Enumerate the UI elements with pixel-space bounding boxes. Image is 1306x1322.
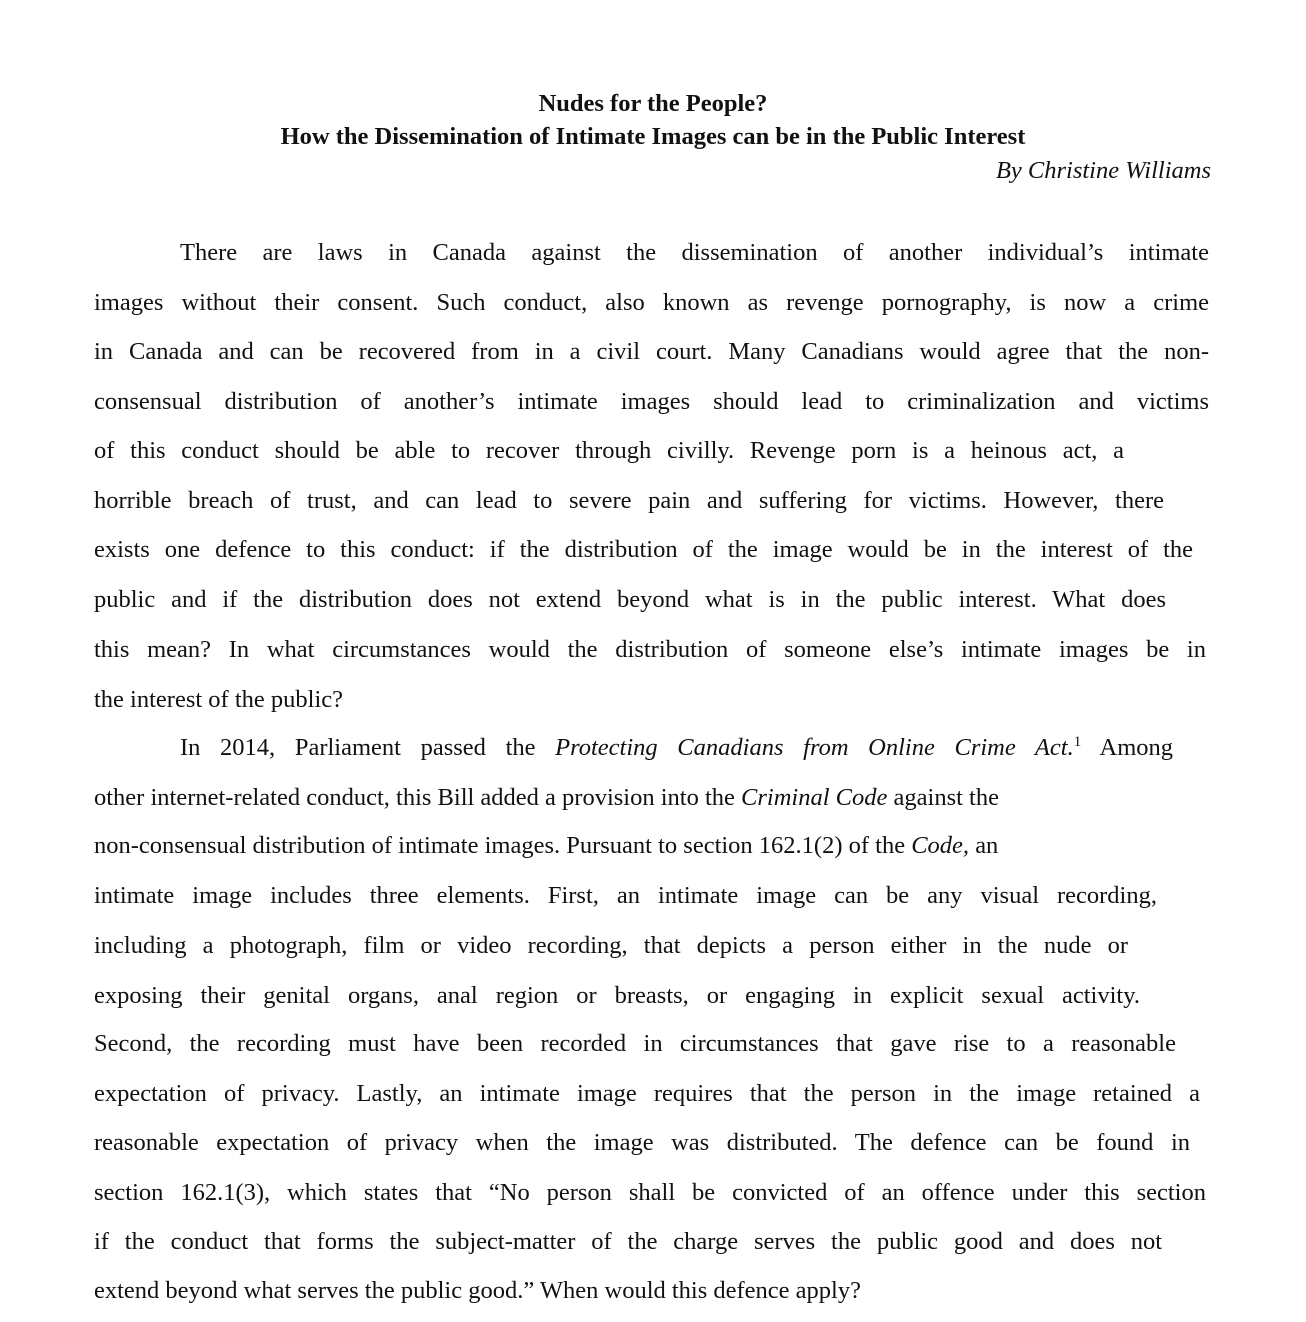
paragraph-line: in Canada and can be recovered from in a civil court. Many Canadians would agree that the non-	[94, 338, 1209, 365]
paragraph-line: exists one defence to this conduct: if the distribution of the image would be in the interest of the	[94, 536, 1193, 563]
paragraph-line	[94, 782, 1152, 814]
paragraph-line: public and if the distribution does not extend beyond what is in the public interest. What does	[94, 586, 1166, 613]
paragraph-line: if the conduct that forms the subject-matter of the charge serves the public good and does not	[94, 1228, 1162, 1255]
paragraph-line	[94, 830, 1156, 862]
paragraph-line: There are laws in Canada against the dissemination of another individual’s intimate	[180, 239, 1209, 266]
paragraph-line: images without their consent. Such conduct, also known as revenge pornography, is now a crime	[94, 289, 1209, 316]
paragraph-line: extend beyond what serves the public good.” When would this defence apply?	[94, 1277, 861, 1304]
paragraph-line	[180, 732, 1173, 764]
footnote-marker[interactable]: 1	[1073, 734, 1082, 750]
text-run: against the	[887, 784, 999, 811]
author-byline: By Christine Williams	[995, 157, 1211, 184]
paragraph-line: exposing their genital organs, anal region or breasts, or engaging in explicit sexual activity.	[94, 982, 1140, 1009]
act-title: Protecting Canadians from Online Crime Act.	[555, 734, 1074, 761]
paragraph-line: including a photograph, film or video recording, that depicts a person either in the nude or	[94, 932, 1128, 959]
text-run: In 2014, Parliament passed the	[180, 734, 556, 761]
text-run: Among	[1081, 734, 1174, 761]
paragraph-line: horrible breach of trust, and can lead to severe pain and suffering for victims. However, there	[94, 487, 1164, 514]
paragraph-line: Second, the recording must have been recorded in circumstances that gave rise to a reasonable	[94, 1030, 1176, 1057]
text-run: other internet-related conduct, this Bill added a provision into the	[94, 784, 742, 811]
code-title: Criminal Code	[741, 784, 888, 811]
text-run: non-consensual distribution of intimate images. Pursuant to section 162.1(2) of the	[94, 832, 912, 859]
paragraph-line: reasonable expectation of privacy when the image was distributed. The defence can be found in	[94, 1129, 1190, 1156]
paragraph-line: of this conduct should be able to recover through civilly. Revenge porn is a heinous act, a	[94, 437, 1124, 464]
text-run: an	[969, 832, 999, 859]
paragraph-line: consensual distribution of another’s intimate images should lead to criminalization and victims	[94, 388, 1209, 415]
title-line-2: How the Dissemination of Intimate Images can be in the Public Interest	[280, 123, 1026, 150]
paragraph-line: intimate image includes three elements. First, an intimate image can be any visual recording,	[94, 882, 1157, 909]
code-reference: Code,	[911, 832, 970, 859]
paragraph-line: expectation of privacy. Lastly, an intimate image requires that the person in the image retained a	[94, 1080, 1200, 1107]
paragraph-line: this mean? In what circumstances would the distribution of someone else’s intimate images be in	[94, 636, 1206, 663]
paragraph-line: the interest of the public?	[94, 686, 343, 713]
title-line-1: Nudes for the People?	[538, 90, 768, 117]
paragraph-line: section 162.1(3), which states that “No person shall be convicted of an offence under this section	[94, 1179, 1206, 1206]
